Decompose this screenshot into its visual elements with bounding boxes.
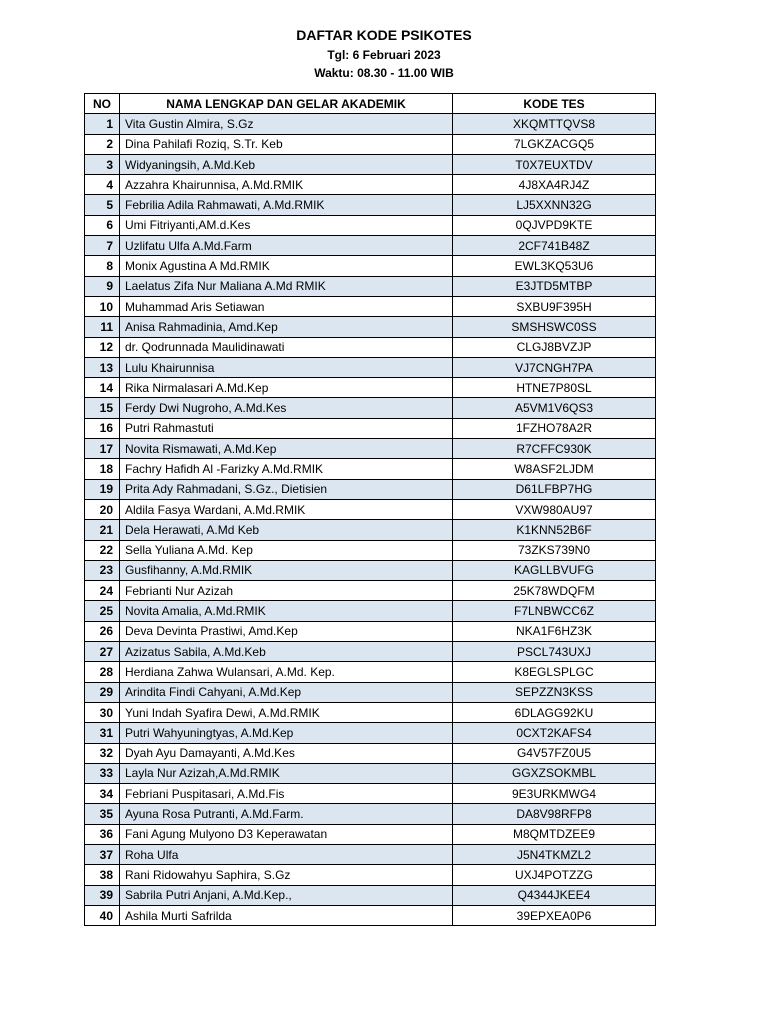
table-row [85, 236, 656, 256]
test-code: J5N4TKMZL2 [453, 844, 656, 864]
participant-name: dr. Qodrunnada Maulidinawati [120, 337, 453, 357]
column-header-name: NAMA LENGKAP DAN GELAR AKADEMIK [120, 94, 453, 114]
row-number: 28 [85, 662, 120, 682]
table-row [85, 439, 656, 459]
table-row [85, 621, 656, 641]
test-code: CLGJ8BVZJP [453, 337, 656, 357]
participant-name: Fani Agung Mulyono D3 Keperawatan [120, 824, 453, 844]
participant-name: Sabrila Putri Anjani, A.Md.Kep., [120, 885, 453, 905]
participant-name: Dela Herawati, A.Md Keb [120, 520, 453, 540]
column-header-no: NO [85, 94, 120, 114]
row-number: 23 [85, 560, 120, 580]
table-row [85, 175, 656, 195]
test-code: E3JTD5MTBP [453, 276, 656, 296]
participant-name: Febriani Puspitasari, A.Md.Fis [120, 784, 453, 804]
table-row [85, 865, 656, 885]
test-code: D61LFBP7HG [453, 479, 656, 499]
row-number: 13 [85, 357, 120, 377]
test-code: T0X7EUXTDV [453, 154, 656, 174]
participant-name: Novita Rismawati, A.Md.Kep [120, 439, 453, 459]
test-code: DA8V98RFP8 [453, 804, 656, 824]
row-number: 31 [85, 723, 120, 743]
row-number: 27 [85, 642, 120, 662]
test-code: 9E3URKMWG4 [453, 784, 656, 804]
participant-name: Yuni Indah Syafira Dewi, A.Md.RMIK [120, 702, 453, 722]
test-time: Waktu: 08.30 - 11.00 WIB [314, 66, 454, 80]
row-number: 25 [85, 601, 120, 621]
participant-name: Lulu Khairunnisa [120, 357, 453, 377]
table-row [85, 560, 656, 580]
test-code: 4J8XA4RJ4Z [453, 175, 656, 195]
table-row [85, 885, 656, 905]
test-code: R7CFFC930K [453, 439, 656, 459]
row-number: 37 [85, 844, 120, 864]
row-number: 36 [85, 824, 120, 844]
row-number: 29 [85, 682, 120, 702]
participant-name: Putri Wahyuningtyas, A.Md.Kep [120, 723, 453, 743]
participant-name: Uzlifatu Ulfa A.Md.Farm [120, 236, 453, 256]
row-number: 34 [85, 784, 120, 804]
participant-name: Ferdy Dwi Nugroho, A.Md.Kes [120, 398, 453, 418]
participant-name: Azizatus Sabila, A.Md.Keb [120, 642, 453, 662]
document-header [0, 26, 768, 82]
table-row [85, 702, 656, 722]
participant-name: Widyaningsih, A.Md.Keb [120, 154, 453, 174]
row-number: 2 [85, 134, 120, 154]
row-number: 40 [85, 905, 120, 925]
test-code: K8EGLSPLGC [453, 662, 656, 682]
test-code: UXJ4POTZZG [453, 865, 656, 885]
table-row [85, 317, 656, 337]
row-number: 22 [85, 540, 120, 560]
table-row [85, 357, 656, 377]
participant-name: Fachry Hafidh Al -Farizky A.Md.RMIK [120, 459, 453, 479]
table-row [85, 642, 656, 662]
table-row [85, 378, 656, 398]
participant-name: Layla Nur Azizah,A.Md.RMIK [120, 763, 453, 783]
table-row [85, 682, 656, 702]
test-code: Q4344JKEE4 [453, 885, 656, 905]
row-number: 4 [85, 175, 120, 195]
table-row [85, 215, 656, 235]
row-number: 18 [85, 459, 120, 479]
row-number: 11 [85, 317, 120, 337]
participant-name: Arindita Findi Cahyani, A.Md.Kep [120, 682, 453, 702]
row-number: 1 [85, 114, 120, 134]
participant-name: Herdiana Zahwa Wulansari, A.Md. Kep. [120, 662, 453, 682]
test-code: SMSHSWC0SS [453, 317, 656, 337]
row-number: 35 [85, 804, 120, 824]
test-code: XKQMTTQVS8 [453, 114, 656, 134]
test-code: K1KNN52B6F [453, 520, 656, 540]
participant-name: Vita Gustin Almira, S.Gz [120, 114, 453, 134]
test-code: F7LNBWCC6Z [453, 601, 656, 621]
participant-name: Dyah Ayu Damayanti, A.Md.Kes [120, 743, 453, 763]
row-number: 12 [85, 337, 120, 357]
participant-name: Laelatus Zifa Nur Maliana A.Md RMIK [120, 276, 453, 296]
participant-name: Ashila Murti Safrilda [120, 905, 453, 925]
test-code: NKA1F6HZ3K [453, 621, 656, 641]
participant-name: Anisa Rahmadinia, Amd.Kep [120, 317, 453, 337]
row-number: 39 [85, 885, 120, 905]
row-number: 21 [85, 520, 120, 540]
participant-name: Aldila Fasya Wardani, A.Md.RMIK [120, 499, 453, 519]
row-number: 9 [85, 276, 120, 296]
table-row [85, 844, 656, 864]
table-row [85, 784, 656, 804]
test-code: 73ZKS739N0 [453, 540, 656, 560]
participant-name: Febrianti Nur Azizah [120, 581, 453, 601]
table-row [85, 905, 656, 925]
test-code: 6DLAGG92KU [453, 702, 656, 722]
test-code: 0CXT2KAFS4 [453, 723, 656, 743]
test-code: 25K78WDQFM [453, 581, 656, 601]
row-number: 10 [85, 296, 120, 316]
table-row [85, 418, 656, 438]
row-number: 33 [85, 763, 120, 783]
test-code: 2CF741B48Z [453, 236, 656, 256]
table-row [85, 763, 656, 783]
test-code: 7LGKZACGQ5 [453, 134, 656, 154]
table-row [85, 499, 656, 519]
table-row [85, 520, 656, 540]
table-row [85, 662, 656, 682]
test-code: W8ASF2LJDM [453, 459, 656, 479]
table-row [85, 804, 656, 824]
row-number: 19 [85, 479, 120, 499]
participant-name: Prita Ady Rahmadani, S.Gz., Dietisien [120, 479, 453, 499]
participant-name: Febrilia Adila Rahmawati, A.Md.RMIK [120, 195, 453, 215]
participant-name: Rika Nirmalasari A.Md.Kep [120, 378, 453, 398]
row-number: 32 [85, 743, 120, 763]
table-row [85, 398, 656, 418]
row-number: 6 [85, 215, 120, 235]
table-row [85, 824, 656, 844]
test-code: VXW980AU97 [453, 499, 656, 519]
psychotest-code-table [84, 93, 656, 926]
table-row [85, 601, 656, 621]
row-number: 8 [85, 256, 120, 276]
table-row [85, 743, 656, 763]
table-body [85, 114, 656, 926]
participant-name: Monix Agustina A Md.RMIK [120, 256, 453, 276]
row-number: 5 [85, 195, 120, 215]
test-date: Tgl: 6 Februari 2023 [327, 48, 441, 62]
participant-name: Umi Fitriyanti,AM.d.Kes [120, 215, 453, 235]
test-code: KAGLLBVUFG [453, 560, 656, 580]
test-code: VJ7CNGH7PA [453, 357, 656, 377]
test-code: LJ5XXNN32G [453, 195, 656, 215]
table-row [85, 540, 656, 560]
table-row [85, 581, 656, 601]
test-code: A5VM1V6QS3 [453, 398, 656, 418]
table-row [85, 276, 656, 296]
test-code: 39EPXEA0P6 [453, 905, 656, 925]
participant-name: Roha Ulfa [120, 844, 453, 864]
row-number: 17 [85, 439, 120, 459]
table-row [85, 114, 656, 134]
participant-name: Dina Pahilafi Roziq, S.Tr. Keb [120, 134, 453, 154]
test-code: 1FZHO78A2R [453, 418, 656, 438]
participant-name: Azzahra Khairunnisa, A.Md.RMIK [120, 175, 453, 195]
row-number: 30 [85, 702, 120, 722]
test-code: EWL3KQ53U6 [453, 256, 656, 276]
test-code: SXBU9F395H [453, 296, 656, 316]
row-number: 14 [85, 378, 120, 398]
table-header-row [85, 94, 656, 114]
test-code: GGXZSOKMBL [453, 763, 656, 783]
row-number: 3 [85, 154, 120, 174]
row-number: 38 [85, 865, 120, 885]
row-number: 7 [85, 236, 120, 256]
table-row [85, 256, 656, 276]
participant-name: Putri Rahmastuti [120, 418, 453, 438]
document-title: DAFTAR KODE PSIKOTES [296, 27, 472, 43]
table-row [85, 296, 656, 316]
test-code: 0QJVPD9KTE [453, 215, 656, 235]
table-row [85, 195, 656, 215]
participant-name: Deva Devinta Prastiwi, Amd.Kep [120, 621, 453, 641]
test-code: HTNE7P80SL [453, 378, 656, 398]
table-row [85, 459, 656, 479]
test-code: G4V57FZ0U5 [453, 743, 656, 763]
row-number: 24 [85, 581, 120, 601]
table-row [85, 134, 656, 154]
participant-name: Novita Amalia, A.Md.RMIK [120, 601, 453, 621]
row-number: 20 [85, 499, 120, 519]
test-code: PSCL743UXJ [453, 642, 656, 662]
column-header-code: KODE TES [453, 94, 656, 114]
participant-name: Gusfihanny, A.Md.RMIK [120, 560, 453, 580]
test-code: M8QMTDZEE9 [453, 824, 656, 844]
table-row [85, 479, 656, 499]
table-row [85, 723, 656, 743]
participant-name: Rani Ridowahyu Saphira, S.Gz [120, 865, 453, 885]
row-number: 26 [85, 621, 120, 641]
table-row [85, 337, 656, 357]
participant-name: Muhammad Aris Setiawan [120, 296, 453, 316]
participant-name: Sella Yuliana A.Md. Kep [120, 540, 453, 560]
test-code: SEPZZN3KSS [453, 682, 656, 702]
participant-name: Ayuna Rosa Putranti, A.Md.Farm. [120, 804, 453, 824]
row-number: 15 [85, 398, 120, 418]
row-number: 16 [85, 418, 120, 438]
table-row [85, 154, 656, 174]
